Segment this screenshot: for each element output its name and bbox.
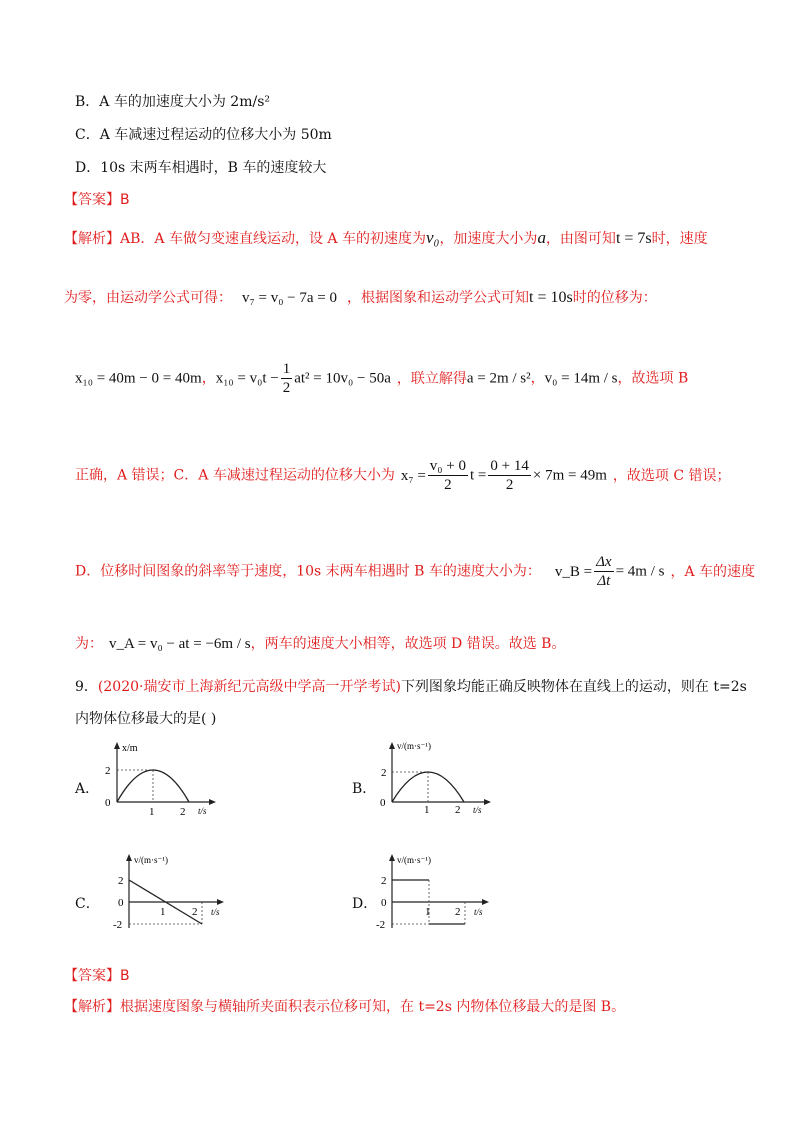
tick-1: 1	[149, 806, 155, 815]
explanation-text: ，根据图象和运动学公式可知	[347, 290, 529, 306]
tick-2: 2	[105, 765, 111, 777]
y-axis-label: v/(m·s⁻¹)	[134, 855, 168, 865]
math-a: a	[537, 228, 546, 247]
explanation-text: ，故选项 C 错误；	[612, 467, 731, 484]
y-axis-label: v/(m·s⁻¹)	[397, 855, 431, 865]
tick-2: 2	[381, 767, 387, 779]
question-stem: 下列图象均能正确反映物体在直线上的运动，则在 t=2s	[400, 679, 747, 695]
explanation-text: 为零，由运动学公式可得：	[64, 290, 232, 306]
fraction-numerator: Δx	[596, 554, 612, 570]
math-x10-formula-left: x₁₀ = v₀t −	[215, 370, 279, 387]
fraction-denominator: 2	[444, 477, 452, 493]
q9-explanation: 【解析】根据速度图象与横轴所夹面积表示位移可知，在 t=2s 内物体位移最大的是图 B。	[64, 999, 626, 1015]
math-x10-eq: x₁₀ = 40m − 0 = 40m	[75, 370, 202, 387]
tick-1: 1	[424, 804, 430, 813]
tick-2: 2	[118, 875, 124, 887]
q8-explanation-line-3: x₁₀ = 40m − 0 = 40m，x₁₀ = v₀t − $\frac{1}{2}$ at² = 10v₀ − 50a ，联立解得a = 2m / s²，v₀ = 14m / s，故选项 B	[75, 361, 689, 396]
fraction-numerator: v₀ + 0	[429, 458, 466, 474]
q9-stem-line-1	[75, 677, 747, 697]
tick-0: 0	[381, 897, 387, 909]
tick-0: 0	[105, 797, 111, 809]
math-v0-result: v₀ = 14m / s	[544, 370, 618, 387]
q8-explanation-line-2	[64, 288, 657, 308]
fraction-denominator: 2	[505, 477, 514, 493]
x-axis-label: t/s	[473, 805, 482, 813]
explanation-text: 【解析】AB．A 车做匀变速直线运动，设 A 车的初速度为	[64, 231, 426, 247]
math-t10: t = 10s	[529, 289, 573, 306]
fraction-numerator: 0 + 14	[490, 458, 529, 474]
question-source: (2020·瑞安市上海新纪元高级中学高一开学考试)	[97, 679, 401, 695]
math-vb-right: = 4m / s	[615, 563, 665, 580]
tick-2-x: 2	[455, 804, 461, 813]
fraction-denominator: 2	[282, 380, 291, 396]
tick-0: 0	[118, 897, 124, 909]
option-c: C．A 车减速过程运动的位移大小为 50m	[75, 127, 332, 143]
fraction-numerator: 1	[282, 361, 291, 377]
math-va-eq: v_A = v₀ − at = −6m / s	[109, 636, 251, 652]
tick-0: 0	[380, 797, 386, 809]
q8-explanation-line-1	[64, 228, 708, 249]
explanation-text: ，加速度大小为	[439, 231, 538, 247]
explanation-text: D．位移时间图象的斜率等于速度，10s 末两车相遇时 B 车的速度大小为：	[75, 563, 541, 580]
tick-1: 1	[160, 906, 166, 918]
tick-2-x: 2	[192, 906, 198, 918]
math-fraction-14	[488, 457, 530, 494]
tick-neg2: -2	[376, 919, 386, 931]
math-x7-mid: t =	[470, 467, 487, 484]
q9-stem-line-2: 内物体位移最大的是( )	[75, 711, 217, 727]
x-axis-label: t/s	[198, 806, 207, 815]
explanation-text: ，故选项 B	[617, 370, 689, 387]
math-a-result: a = 2m / s²	[466, 370, 531, 387]
q8-explanation-line-6	[75, 634, 565, 654]
graph-d	[372, 852, 497, 932]
q9-answer: 【答案】B	[64, 968, 130, 984]
explanation-text: ，联立解得	[396, 370, 467, 387]
math-x7-right: × 7m = 49m	[532, 467, 607, 484]
question-number: 9．	[75, 679, 98, 695]
explanation-text: 时的位移为：	[572, 290, 657, 306]
q8-answer: 【答案】B	[64, 192, 130, 208]
option-b: B．A 车的加速度大小为 2m/s²	[75, 94, 270, 110]
y-axis-label: x/m	[122, 743, 138, 754]
graph-c	[112, 852, 227, 932]
explanation-text: ，由图可知	[545, 231, 616, 247]
explanation-text: ，	[201, 370, 216, 387]
explanation-text: 为：	[75, 636, 103, 652]
explanation-text: ，A 车的速度	[670, 563, 756, 580]
option-d-label: D．	[352, 896, 378, 912]
option-a-label: A．	[75, 781, 100, 797]
explanation-text: 时，速度	[651, 231, 708, 247]
tick-2-x: 2	[180, 806, 186, 815]
option-b-label: B．	[352, 781, 377, 797]
math-x7-left: x₇ =	[400, 467, 426, 484]
math-t7: t = 7s	[615, 230, 652, 247]
math-fraction-half	[281, 360, 293, 397]
explanation-text: 正确，A 错误；C．A 车减速过程运动的位移大小为	[75, 467, 395, 484]
graph-a	[100, 740, 220, 815]
q8-explanation-line-4	[75, 457, 731, 494]
math-x10-formula-right: at² = 10v₀ − 50a	[294, 370, 391, 387]
tick-neg2: -2	[113, 919, 123, 931]
y-axis-label: v/(m·s⁻¹)	[397, 741, 431, 751]
tick-1: 1	[425, 906, 431, 918]
tick-2: 2	[381, 875, 387, 887]
math-vb-left: v_B =	[554, 563, 593, 580]
x-axis-label: t/s	[211, 907, 220, 917]
graph-b	[375, 738, 495, 813]
math-v0: v₀	[425, 228, 440, 247]
math-v7-eq: v₇ = v₀ − 7a = 0	[242, 290, 337, 306]
q8-explanation-line-5	[75, 553, 755, 590]
fraction-denominator: Δt	[597, 573, 611, 589]
math-fraction-dx-dt	[594, 553, 613, 590]
option-c-label: C．	[75, 896, 100, 912]
explanation-text: ，两车的速度大小相等，故选项 D 错误。故选 B。	[250, 636, 566, 652]
x-axis-label: t/s	[474, 907, 483, 917]
option-d: D．10s 末两车相遇时，B 车的速度较大	[75, 160, 327, 176]
tick-2-x: 2	[455, 906, 461, 918]
math-fraction-v0	[428, 457, 468, 494]
